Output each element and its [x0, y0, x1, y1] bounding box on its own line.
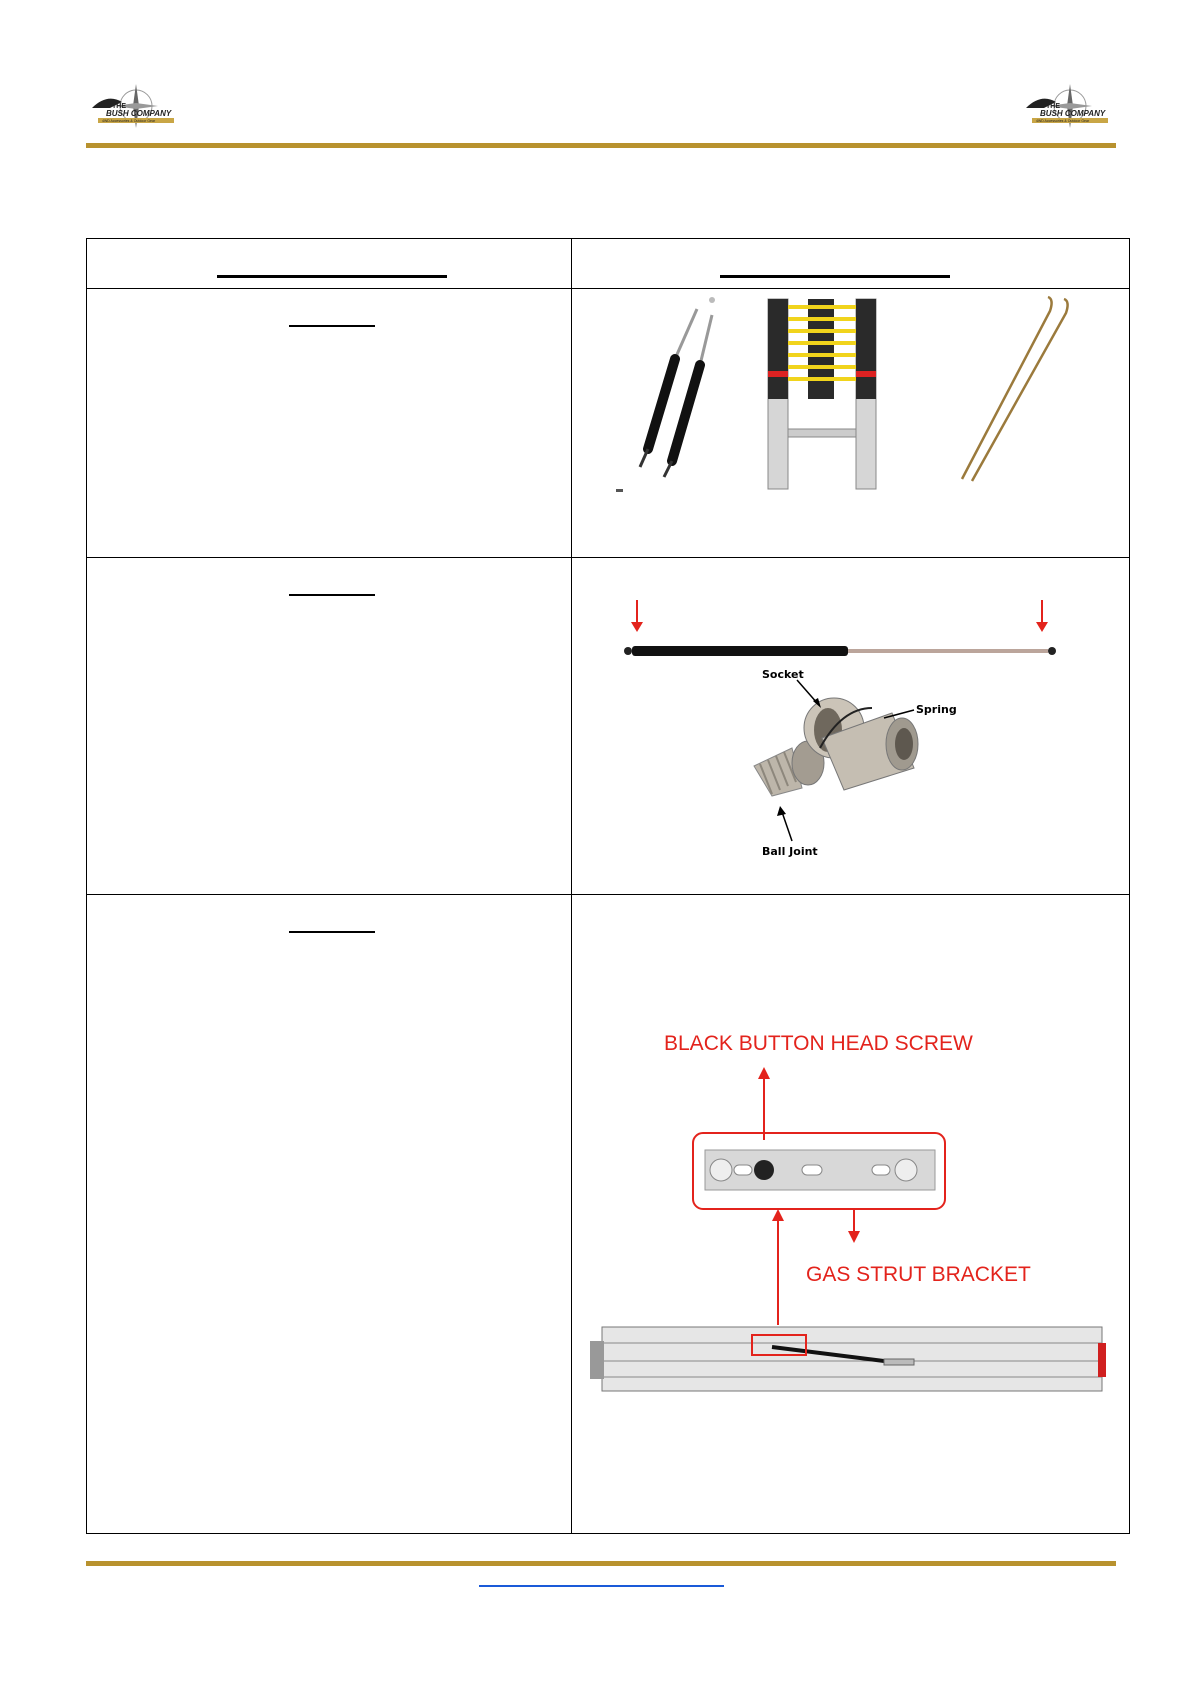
- step-3-illustration: [572, 895, 1129, 1534]
- svg-text:BUSH COMPANY: BUSH COMPANY: [106, 109, 172, 118]
- gas-struts-image: [616, 297, 715, 492]
- ball-joint-label: Ball Joint: [762, 845, 818, 858]
- step-3-text-cell: [87, 895, 572, 1534]
- hook-rods-image: [962, 297, 1068, 481]
- svg-text:4WD Accessories & Outdoor Gear: 4WD Accessories & Outdoor Gear: [1036, 119, 1090, 123]
- header-underline-left: [217, 275, 447, 278]
- gas-strut-image: [624, 646, 1056, 656]
- gas-strut-bracket-label: GAS STRUT BRACKET: [806, 1263, 1031, 1286]
- header-cell-left: [87, 239, 572, 289]
- instruction-table: [86, 238, 1130, 1534]
- step-1-underline: [289, 325, 375, 327]
- ball-joint-image: [754, 698, 918, 796]
- socket-label: Socket: [762, 668, 804, 681]
- black-button-head-screw-label: BLACK BUTTON HEAD SCREW: [664, 1032, 973, 1055]
- spring-label: Spring: [916, 703, 957, 716]
- step-1-illustration: [572, 289, 1129, 558]
- canopy-side-view-image: [590, 1327, 1106, 1391]
- step-2-illustration: [572, 558, 1129, 895]
- step-2-text-cell: [87, 558, 572, 895]
- end-arrows: [631, 600, 1048, 632]
- header-rule: [86, 143, 1116, 148]
- step-2-image-cell: [572, 558, 1130, 895]
- header-underline-right: [720, 275, 950, 278]
- svg-text:4WD Accessories & Outdoor Gear: 4WD Accessories & Outdoor Gear: [102, 119, 156, 123]
- telescopic-ladder-image: [768, 299, 876, 489]
- svg-text:THE: THE: [1046, 103, 1060, 110]
- svg-text:BUSH COMPANY: BUSH COMPANY: [1040, 109, 1106, 118]
- header-cell-right: [572, 239, 1130, 289]
- company-logo-left: [88, 78, 178, 138]
- svg-text:THE: THE: [112, 103, 126, 110]
- footer-link-underline[interactable]: [479, 1585, 724, 1587]
- company-logo-right: [1022, 78, 1112, 138]
- footer-rule: [86, 1561, 1116, 1566]
- step-1-image-cell: [572, 289, 1130, 558]
- step-3-underline: [289, 931, 375, 933]
- gas-strut-bracket-image: [705, 1150, 935, 1190]
- step-1-text-cell: [87, 289, 572, 558]
- step-3-image-cell: [572, 895, 1130, 1534]
- step-2-underline: [289, 594, 375, 596]
